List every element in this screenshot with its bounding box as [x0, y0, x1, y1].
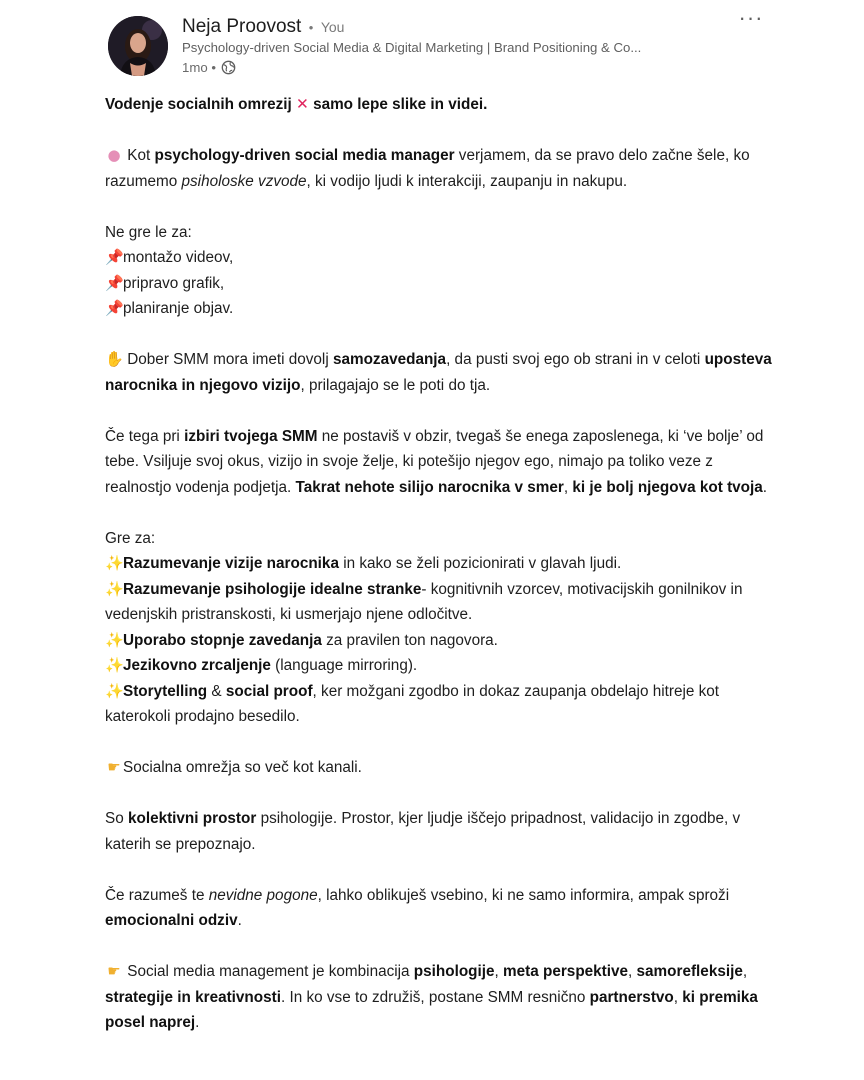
- text: Kot: [127, 147, 155, 164]
- list-item: [105, 653, 775, 679]
- paragraph-7: [105, 959, 775, 1036]
- text: &: [207, 682, 226, 700]
- text: verjamem, da se pravo delo začne šele, ko razumemo: [105, 147, 750, 190]
- text: - kognitivnih vzorcev, motivacijskih gonilnikov in vedenjskih pristranskosti, ki usmerjajo njene odločitve.: [105, 580, 743, 623]
- bold-text: ki je bolj njegova kot tvoja: [572, 478, 763, 496]
- raised-hand-icon: ✋: [105, 350, 124, 368]
- bold-text: Jezikovno zrcaljenje: [123, 657, 271, 674]
- bold-text: Takrat nehote silijo narocnika v smer: [295, 478, 564, 496]
- text: ,: [628, 963, 637, 980]
- bold-text: samozavedanja: [332, 351, 447, 368]
- text: (language mirroring).: [270, 657, 418, 674]
- text: ,: [494, 963, 504, 980]
- globe-icon: [221, 60, 236, 75]
- text: .: [762, 478, 768, 496]
- you-label: You: [320, 19, 345, 35]
- title-part-1: Vodenje socialnih omrezij: [105, 96, 292, 113]
- list-item-text: montažo videov,: [123, 249, 234, 266]
- list-item: [105, 679, 775, 730]
- sparkles-icon: ✨: [105, 579, 124, 598]
- paragraph-4: [105, 755, 775, 781]
- bold-text: psihologije: [413, 963, 495, 980]
- sparkles-icon: ✨: [105, 630, 124, 649]
- text: , ki vodijo ljudi k interakciji, zaupanju in nakupu.: [306, 172, 628, 190]
- paragraph-3: [105, 424, 775, 501]
- text: Če tega pri: [105, 427, 185, 445]
- paragraph-6: [105, 883, 775, 934]
- bold-text: emocionalni odziv: [105, 912, 238, 929]
- list-item: [105, 628, 775, 654]
- separator-dot: •: [308, 20, 314, 35]
- post-header: [0, 0, 864, 90]
- bold-text: uposteva narocnika in njegovo vizijo: [105, 351, 772, 394]
- post-title: [105, 92, 775, 118]
- pointing-hand-icon: ☛: [107, 758, 121, 776]
- text: , ker možgani zgodbo in dokaz zaupanja obdelajo hitreje kot katerokoli prodajno besedilo.: [105, 682, 720, 725]
- list-item: [105, 296, 775, 322]
- text: Dober SMM mora imeti dovolj: [123, 351, 333, 368]
- text: in kako se želi pozicionirati v glavah ljudi.: [338, 555, 622, 572]
- bold-text: Uporabo stopnje zavedanja: [123, 631, 322, 649]
- bold-text: izbiri tvojega SMM: [184, 427, 318, 445]
- sparkles-icon: ✨: [105, 554, 124, 572]
- post-body: [105, 92, 775, 1036]
- pushpin-icon: 📌: [105, 248, 124, 266]
- list-item-text: planiranje objav.: [123, 300, 234, 317]
- sparkles-icon: ✨: [105, 656, 124, 674]
- pointing-hand-icon: ☛: [107, 962, 121, 980]
- list-2-intro: Gre za:: [105, 529, 156, 547]
- post-time: 1mo •: [182, 60, 216, 75]
- text: , lahko oblikuješ vsebino, ki ne samo informira, ampak sproži: [317, 886, 730, 904]
- text: , prilagajajo se le poti do tja.: [300, 376, 491, 394]
- paragraph-5: [105, 806, 775, 857]
- more-options-button[interactable]: ···: [738, 5, 764, 30]
- text: , da pusti svoj ego ob strani in v celoti: [446, 351, 705, 368]
- author-name-row: [182, 16, 344, 38]
- bold-text: Storytelling: [123, 682, 208, 700]
- bold-text: social proof: [225, 682, 313, 700]
- bold-text: ki premika posel naprej: [105, 988, 758, 1031]
- bold-text: samorefleksije: [636, 963, 743, 980]
- list-item-text: pripravo grafik,: [123, 274, 225, 292]
- author-name[interactable]: Neja Proovost: [182, 16, 302, 37]
- text: psihologije. Prostor, kjer ljudje iščejo pripadnost, validacijo in zgodbe, v katerih se prepoznajo.: [105, 810, 741, 853]
- text: ,: [742, 963, 748, 980]
- italic-text: nevidne pogone: [208, 886, 318, 904]
- text: Social media management je kombinacija: [123, 963, 414, 980]
- list-item: [105, 271, 775, 297]
- text: So: [105, 810, 128, 827]
- pushpin-icon: 📌: [105, 299, 124, 317]
- list-item: [105, 551, 775, 577]
- bold-text: Razumevanje psihologije idealne stranke: [123, 580, 422, 598]
- cross-mark-emoji: ✕: [295, 95, 309, 113]
- italic-text: psiholoske vzvode: [181, 172, 307, 190]
- list-1-intro: Ne gre le za:: [105, 223, 192, 241]
- bold-text: Razumevanje vizije narocnika: [123, 555, 339, 572]
- bold-text: partnerstvo: [589, 988, 674, 1006]
- bold-text: meta perspektive: [503, 963, 629, 980]
- text: .: [195, 1014, 200, 1031]
- brain-emoji-icon: ●: [107, 146, 121, 164]
- bold-text: kolektivni prostor: [127, 810, 257, 827]
- post-meta: [182, 60, 236, 75]
- list-item: [105, 245, 775, 271]
- avatar[interactable]: [108, 16, 168, 76]
- bold-text: psychology-driven social media manager: [154, 147, 455, 164]
- text: za pravilen ton nagovora.: [321, 631, 498, 649]
- text: .: [237, 912, 242, 929]
- paragraph-1: [105, 143, 775, 194]
- list-item: [105, 577, 775, 628]
- text: ,: [563, 478, 573, 496]
- text: Če razumeš te: [105, 886, 209, 904]
- author-headline: Psychology-driven Social Media & Digital Marketing | Brand Positioning & Co...: [182, 40, 642, 55]
- sparkles-icon: ✨: [105, 681, 124, 700]
- bold-text: strategije in kreativnosti: [105, 988, 281, 1006]
- text: ne postaviš v obzir, tvegaš še enega zaposlenega, ki ‘ve bolje’ od tebe. Vsiljuje svoj okus, vizijo in svoje želje, ki potešijo njegov ego, nimajo pa toliko veze z realnostjo vodenja podjetja.: [105, 427, 764, 496]
- text: Socialna omrežja so več kot kanali.: [123, 759, 362, 776]
- paragraph-2: [105, 347, 775, 398]
- pushpin-icon: 📌: [105, 273, 124, 292]
- title-part-2: samo lepe slike in videi.: [313, 96, 488, 113]
- text: ,: [673, 988, 683, 1006]
- text: . In ko vse to združiš, postane SMM resnično: [280, 988, 590, 1006]
